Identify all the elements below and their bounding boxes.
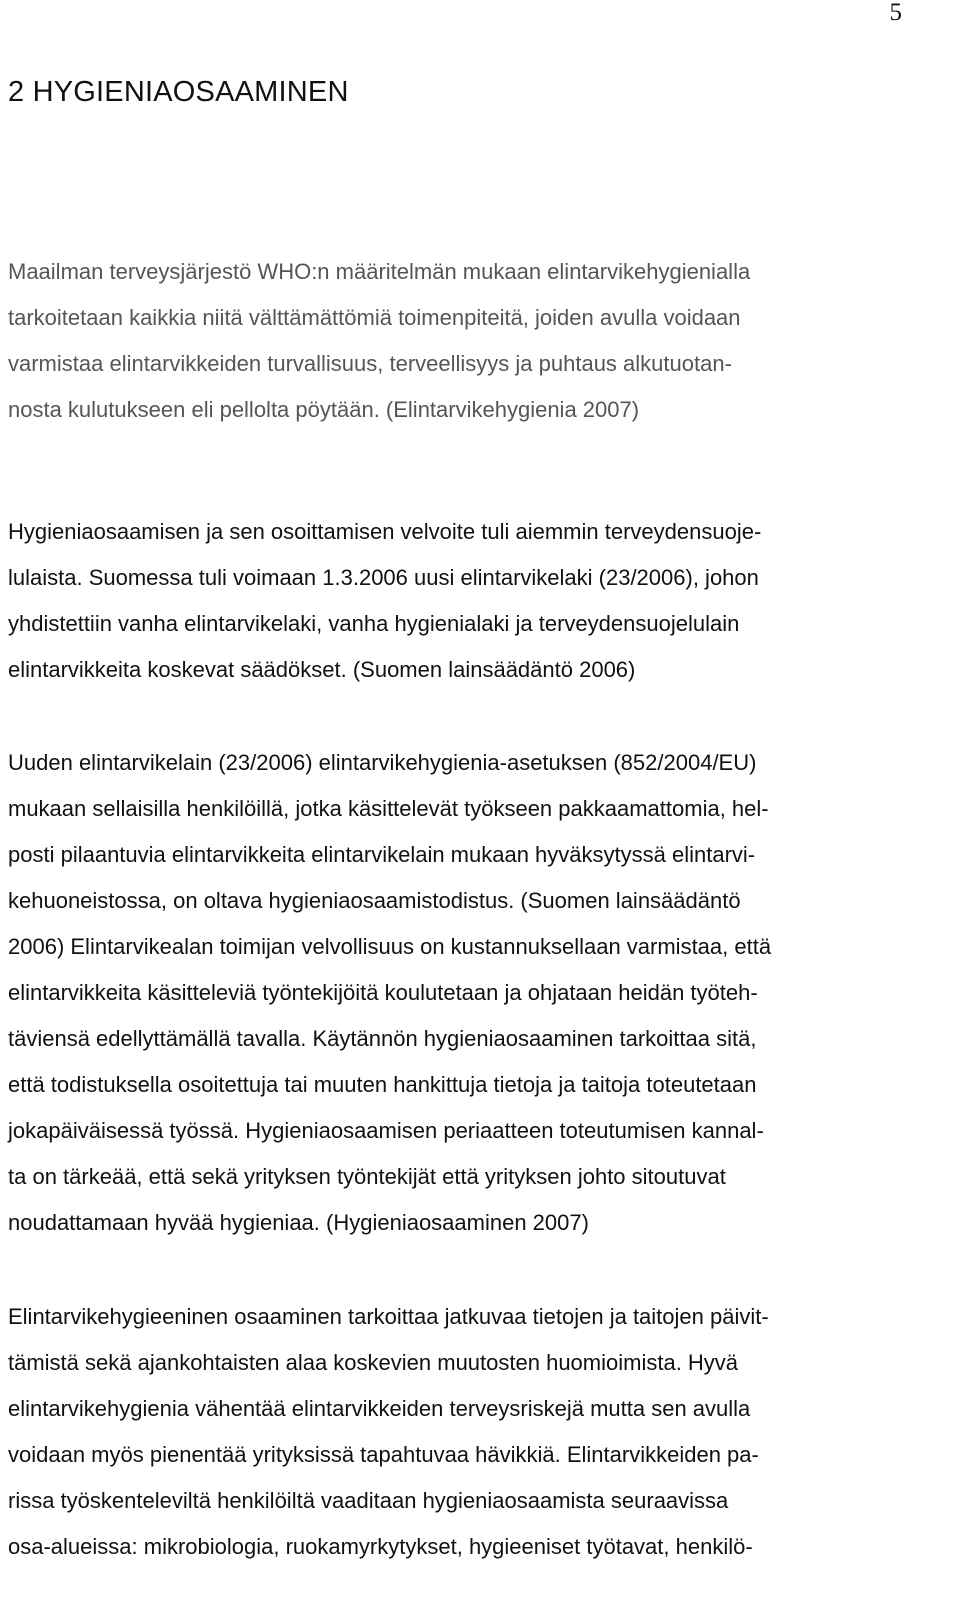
paragraph-2-line: lulaista. Suomessa tuli voimaan 1.3.2006 uusi elintarvikelaki (23/2006), johon xyxy=(8,565,759,590)
paragraph-4-line: osa-alueissa: mikrobiologia, ruokamyrkytykset, hygieeniset työtavat, henkilö- xyxy=(8,1534,753,1559)
paragraph-3-line: Uuden elintarvikelain (23/2006) elintarvikehygienia-asetuksen (852/2004/EU) xyxy=(8,750,757,775)
paragraph-3-line: täviensä edellyttämällä tavalla. Käytännön hygieniaosaaminen tarkoittaa sitä, xyxy=(8,1026,757,1051)
paragraph-3-line: elintarvikkeita käsitteleviä työntekijöitä koulutetaan ja ohjataan heidän työteh- xyxy=(8,980,758,1005)
paragraph-2-line: yhdistettiin vanha elintarvikelaki, vanha hygienialaki ja terveydensuojelulain xyxy=(8,611,740,636)
page-number: 5 xyxy=(889,0,902,26)
paragraph-3-line: mukaan sellaisilla henkilöillä, jotka käsittelevät työkseen pakkaamattomia, hel- xyxy=(8,796,769,821)
paragraph-3-line: posti pilaantuvia elintarvikkeita elintarvikelain mukaan hyväksytyssä elintarvi- xyxy=(8,842,756,867)
paragraph-1-line: tarkoitetaan kaikkia niitä välttämättömiä toimenpiteitä, joiden avulla voidaan xyxy=(8,305,741,330)
paragraph-4-line: Elintarvikehygieeninen osaaminen tarkoittaa jatkuvaa tietojen ja taitojen päivit- xyxy=(8,1304,769,1329)
paragraph-3-line: ta on tärkeää, että sekä yrityksen työntekijät että yrityksen johto sitoutuvat xyxy=(8,1164,726,1189)
paragraph-1-line: Maailman terveysjärjestö WHO:n määritelmän mukaan elintarvikehygienialla xyxy=(8,259,751,284)
paragraph-3-line: kehuoneistossa, on oltava hygieniaosaamistodistus. (Suomen lainsäädäntö xyxy=(8,888,741,913)
paragraph-3-line: että todistuksella osoitettuja tai muuten hankittuja tietoja ja taitoja toteutetaan xyxy=(8,1072,757,1097)
paragraph-4-line: voidaan myös pienentää yrityksissä tapahtuvaa hävikkiä. Elintarvikkeiden pa- xyxy=(8,1442,759,1467)
paragraph-2-line: elintarvikkeita koskevat säädökset. (Suomen lainsäädäntö 2006) xyxy=(8,657,636,682)
paragraph-4-line: rissa työskenteleviltä henkilöiltä vaaditaan hygieniaosaamista seuraavissa xyxy=(8,1488,729,1513)
paragraph-3-line: 2006) Elintarvikealan toimijan velvollisuus on kustannuksellaan varmistaa, että xyxy=(8,934,772,959)
paragraph-4-line: elintarvikehygienia vähentää elintarvikkeiden terveysriskejä mutta sen avulla xyxy=(8,1396,751,1421)
paragraph-1-line: varmistaa elintarvikkeiden turvallisuus, terveellisyys ja puhtaus alkutuotan- xyxy=(8,351,732,376)
paragraph-1-line: nosta kulutukseen eli pellolta pöytään. (Elintarvikehygienia 2007) xyxy=(8,397,640,422)
paragraph-4-line: tämistä sekä ajankohtaisten alaa koskevien muutosten huomioimista. Hyvä xyxy=(8,1350,739,1375)
chapter-heading: 2 HYGIENIAOSAAMINEN xyxy=(8,76,349,108)
paragraph-3-line: noudattamaan hyvää hygieniaa. (Hygieniaosaaminen 2007) xyxy=(8,1210,589,1235)
paragraph-3-line: jokapäiväisessä työssä. Hygieniaosaamisen periaatteen toteutumisen kannal- xyxy=(8,1118,764,1143)
paragraph-2-line: Hygieniaosaamisen ja sen osoittamisen velvoite tuli aiemmin terveydensuoje- xyxy=(8,519,762,544)
